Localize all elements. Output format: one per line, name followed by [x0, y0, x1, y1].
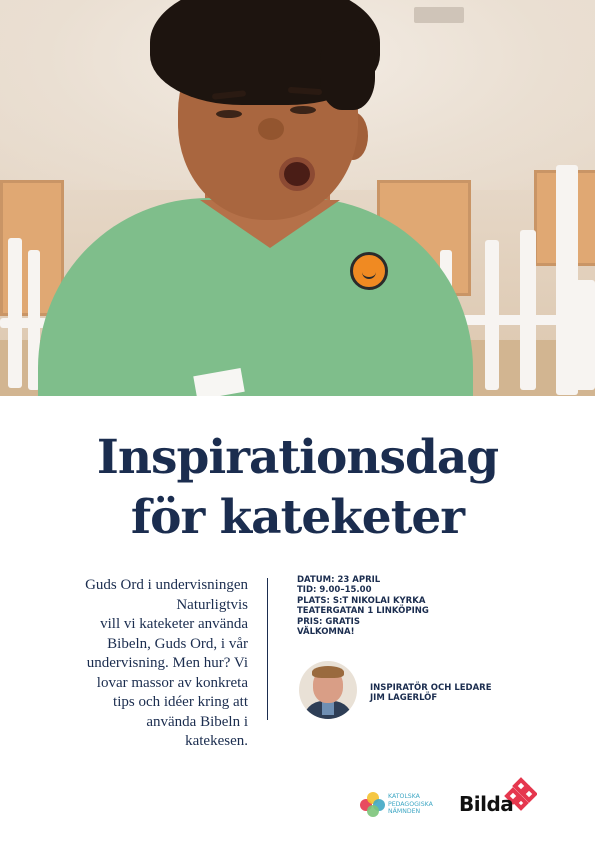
eye: [216, 110, 242, 118]
intro-line: tips och idéer kring att: [113, 694, 248, 710]
event-welcome: VÄLKOMNA!: [297, 627, 355, 638]
page-title: [0, 428, 595, 548]
intro-line: Naturligtvis: [176, 596, 248, 613]
intro-line: vill vi kateketer använda: [100, 616, 248, 632]
intro-paragraph: [52, 576, 248, 752]
kpn-logo: [360, 790, 460, 820]
event-date: DATUM: 23 APRIL: [297, 575, 381, 585]
event-address: TEATERGATAN 1 LINKÖPING: [297, 606, 429, 617]
title-line-2: för kateketer: [130, 490, 465, 545]
column-divider: [267, 578, 268, 720]
hero-photo: [0, 0, 595, 396]
bilda-logo: [459, 776, 539, 820]
leader-name: JIM LAGERLÖF: [370, 693, 438, 704]
open-mouth: [279, 157, 315, 191]
event-place: PLATS: S:T NIKOLAI KYRKA: [297, 595, 426, 606]
nose: [258, 118, 284, 140]
intro-line: undervisning. Men hur? Vi: [86, 655, 248, 671]
leader-role: INSPIRATÖR OCH LEDARE: [370, 683, 492, 693]
intro-line: katekesen.: [185, 733, 248, 749]
sweater-badge-icon: [350, 252, 388, 290]
leader-info: [370, 683, 492, 704]
intro-line: Bibeln, Guds Ord, i vår: [107, 635, 248, 652]
kpn-text-line: PEDAGOGISKA: [388, 800, 433, 808]
kpn-text-line: NÄMNDEN: [388, 808, 421, 816]
intro-line: använda Bibeln i: [146, 713, 248, 730]
chair: [520, 230, 536, 390]
portrait-collar: [322, 701, 334, 715]
background-sign: [414, 7, 464, 23]
kpn-text-line: KATOLSKA: [388, 793, 420, 800]
chair: [8, 238, 22, 388]
chair: [575, 280, 595, 390]
event-price: PRIS: GRATIS: [297, 616, 360, 627]
child-hair: [320, 30, 375, 110]
portrait-hair: [312, 666, 344, 678]
kpn-logo-icon: [360, 792, 386, 818]
leader-portrait: [299, 661, 357, 719]
event-info: [297, 575, 429, 637]
intro-line: Guds Ord i undervisningen: [85, 577, 248, 593]
bilda-wordmark: Bilda: [459, 792, 514, 816]
event-time: TID: 9.00–15.00: [297, 585, 372, 596]
intro-line: lovar massor av konkreta: [96, 674, 248, 691]
kpn-logo-text: [388, 793, 433, 816]
eye: [290, 106, 316, 114]
title-line-1: Inspirationsdag: [96, 430, 499, 485]
